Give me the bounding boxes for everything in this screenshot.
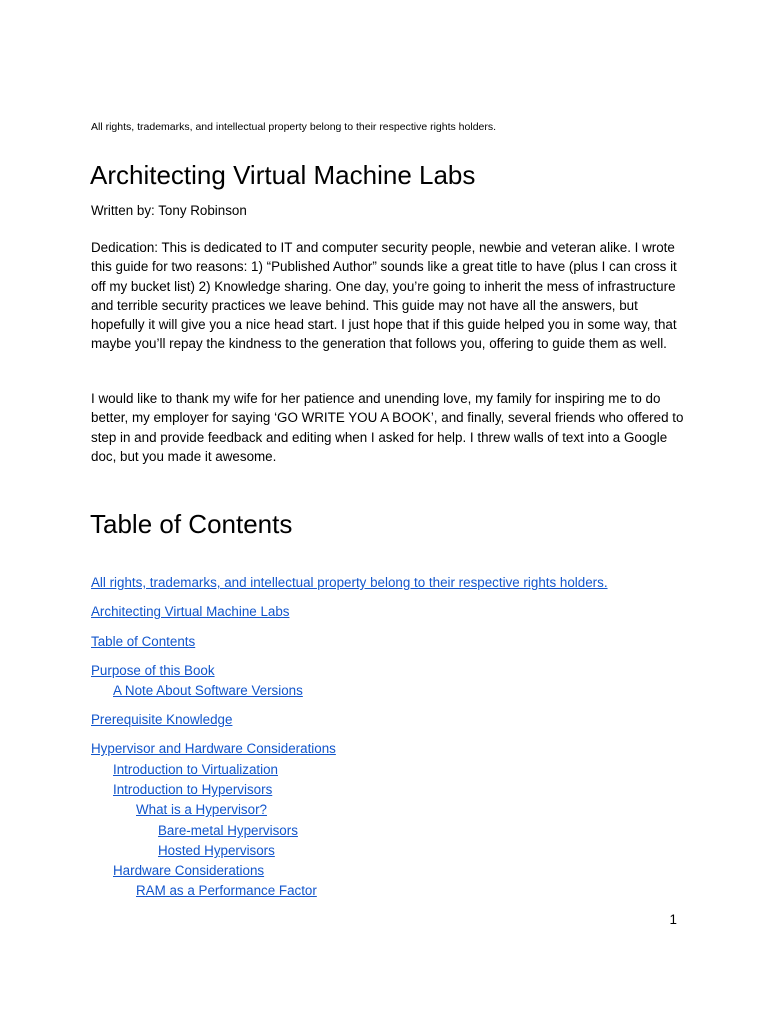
toc-link-software-versions[interactable]: A Note About Software Versions bbox=[113, 683, 303, 698]
toc-link-ram-performance[interactable]: RAM as a Performance Factor bbox=[136, 883, 317, 898]
toc-link-table-of-contents[interactable]: Table of Contents bbox=[91, 634, 196, 649]
document-title: Architecting Virtual Machine Labs bbox=[90, 160, 476, 190]
toc-link-hypervisor-hardware[interactable]: Hypervisor and Hardware Considerations bbox=[91, 741, 336, 756]
toc-heading: Table of Contents bbox=[90, 509, 293, 539]
toc-link-architecting-labs[interactable]: Architecting Virtual Machine Labs bbox=[91, 604, 290, 619]
rights-notice: All rights, trademarks, and intellectual property belong to their respective rights holders. bbox=[91, 121, 497, 133]
toc-link-intro-hypervisors[interactable]: Introduction to Hypervisors bbox=[113, 782, 273, 797]
toc-link-hosted-hypervisors[interactable]: Hosted Hypervisors bbox=[158, 843, 275, 858]
toc-link-purpose-of-book[interactable]: Purpose of this Book bbox=[91, 663, 215, 678]
toc-link-what-is-hypervisor[interactable]: What is a Hypervisor? bbox=[136, 802, 267, 817]
author-line: Written by: Tony Robinson bbox=[91, 203, 247, 218]
toc-link-prerequisite-knowledge[interactable]: Prerequisite Knowledge bbox=[91, 712, 233, 727]
toc-link-hardware-considerations[interactable]: Hardware Considerations bbox=[113, 863, 265, 878]
dedication-paragraph: Dedication: This is dedicated to IT and computer security people, newbie and veteran alike. I wrote this guide for two reasons: 1) “Published Author” sounds like a great title to have (plus I can cross it off my bucket list) 2) Knowledge sharing. One day, you’re going to inherit the mess of infrastructure and terrible security practices we leave behind. This guide may not have all the answers, but hopefully it will give you a nice head start. I just hope that if this guide helped you in some way, that maybe you’ll repay the kindness to the generation that follows you, offering to guide them as well. bbox=[91, 240, 677, 352]
toc-link-intro-virtualization[interactable]: Introduction to Virtualization bbox=[113, 762, 279, 777]
page-number: 1 bbox=[669, 912, 677, 927]
toc-link-rights-notice[interactable]: All rights, trademarks, and intellectual property belong to their respective rights holders. bbox=[91, 575, 608, 590]
acknowledgements-paragraph: I would like to thank my wife for her patience and unending love, my family for inspiring me to do better, my employer for saying ‘GO WRITE YOU A BOOK’, and finally, several friends who offered to step in and provide feedback and editing when I asked for help. I threw walls of text into a Google doc, but you made it awesome. bbox=[91, 391, 684, 464]
toc-link-bare-metal-hypervisors[interactable]: Bare-metal Hypervisors bbox=[158, 823, 298, 838]
